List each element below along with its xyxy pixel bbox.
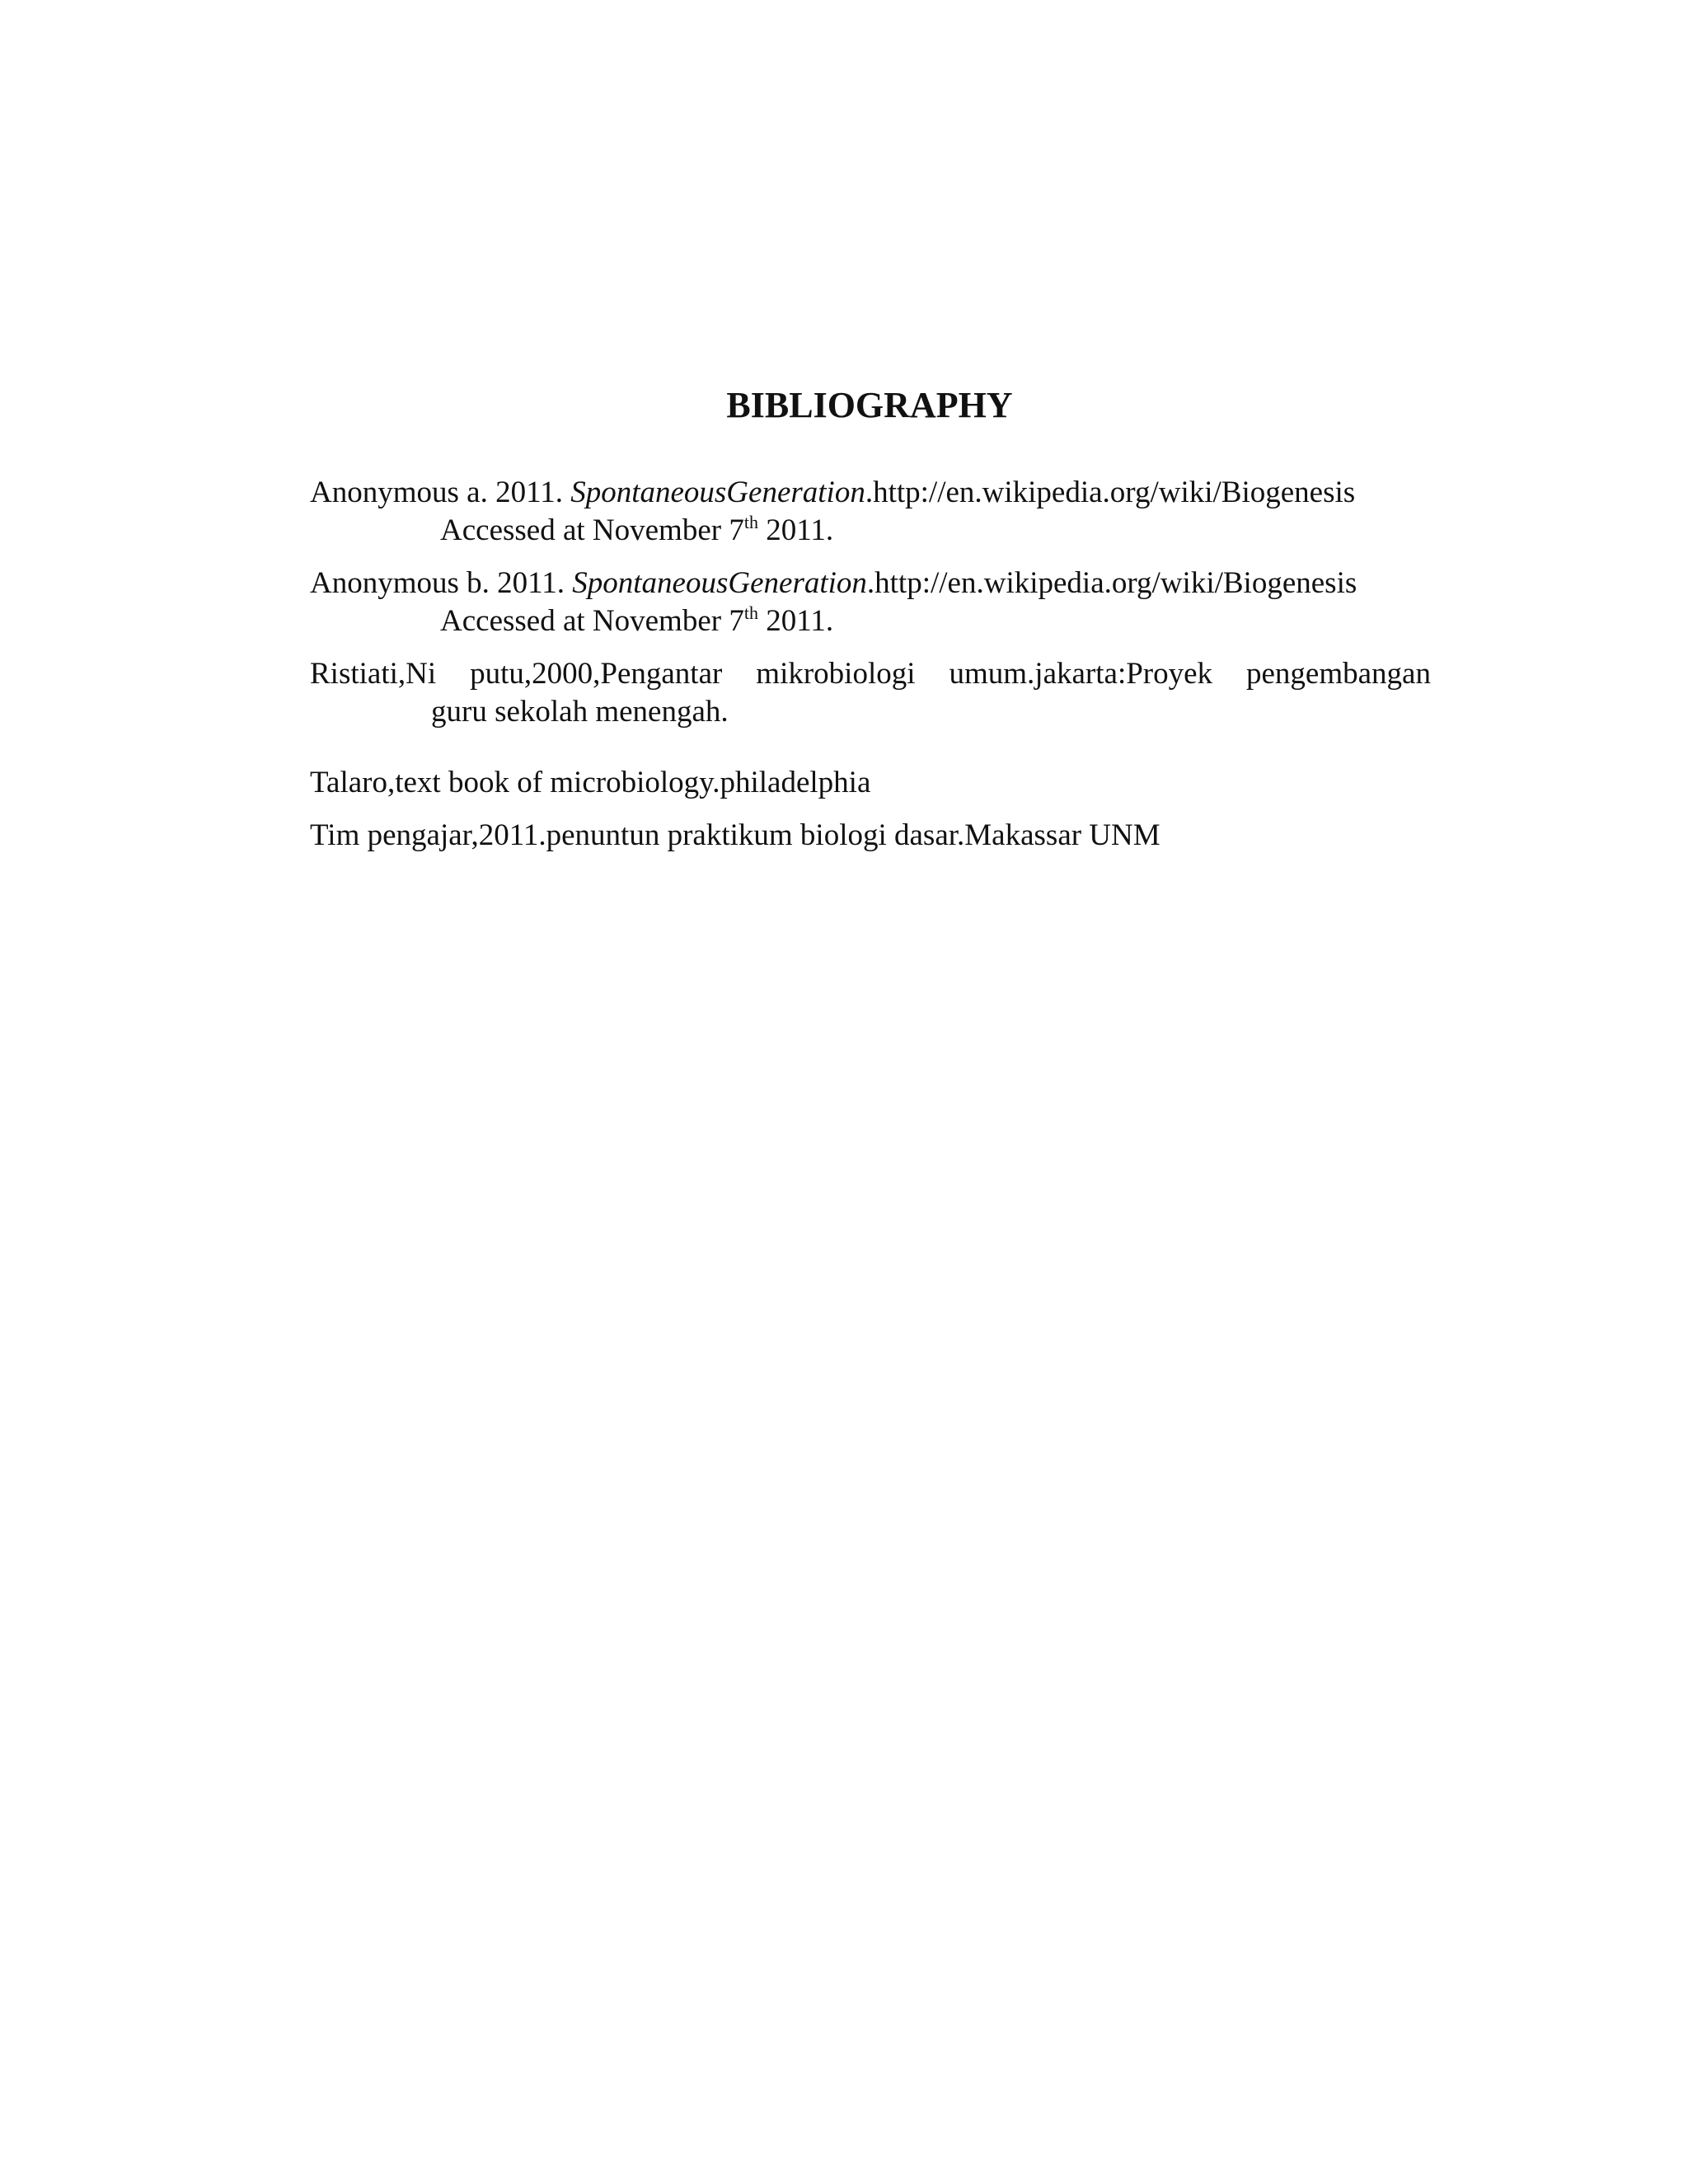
- entry-text: Tim pengajar,2011.penuntun praktikum biologi dasar.Makassar UNM: [310, 818, 1160, 852]
- entry-first-line: [310, 565, 1431, 602]
- entry-accessed-suffix: 2011.: [757, 513, 834, 547]
- entry-author-year: Anonymous b. 2011.: [310, 566, 573, 600]
- entry-continuation-line: guru sekolah menengah.: [431, 695, 729, 729]
- entry-word: pengembangan: [1246, 657, 1431, 691]
- entry-accessed-sup: th: [743, 602, 758, 623]
- bibliography-entry-3: [310, 655, 1431, 731]
- entry-text: Talaro,text book of microbiology.philadelphia: [310, 766, 871, 799]
- entry-accessed-prefix: Accessed at November 7: [440, 513, 744, 547]
- bibliography-list: [310, 474, 1431, 869]
- entry-access-line: [310, 602, 1431, 640]
- bibliography-entry-1: [310, 474, 1431, 550]
- entry-word: putu,2000,Pengantar: [470, 657, 723, 691]
- bibliography-entry-2: [310, 565, 1431, 640]
- entry-first-line: [310, 474, 1431, 512]
- entry-first-line: [310, 655, 1431, 693]
- bibliography-entry-4: [310, 764, 1431, 802]
- entry-url: .http://en.wikipedia.org/wiki/Biogenesis: [866, 566, 1357, 600]
- entry-word: Ristiati,Ni: [310, 657, 437, 691]
- entry-accessed-prefix: Accessed at November 7: [440, 604, 744, 638]
- entry-accessed-sup: th: [743, 512, 758, 532]
- bibliography-entry-5: [310, 817, 1431, 855]
- entry-author-year: Anonymous a. 2011.: [310, 476, 571, 509]
- entry-url: .http://en.wikipedia.org/wiki/Biogenesis: [865, 476, 1356, 509]
- entry-title: SpontaneousGeneration: [572, 566, 867, 600]
- page-title: BIBLIOGRAPHY: [726, 385, 1013, 425]
- entry-access-line: [310, 512, 1431, 550]
- entry-title: SpontaneousGeneration: [570, 476, 865, 509]
- entry-accessed-suffix: 2011.: [757, 604, 834, 638]
- entry-word: umum.jakarta:Proyek: [949, 657, 1213, 691]
- entry-word: mikrobiologi: [756, 657, 916, 691]
